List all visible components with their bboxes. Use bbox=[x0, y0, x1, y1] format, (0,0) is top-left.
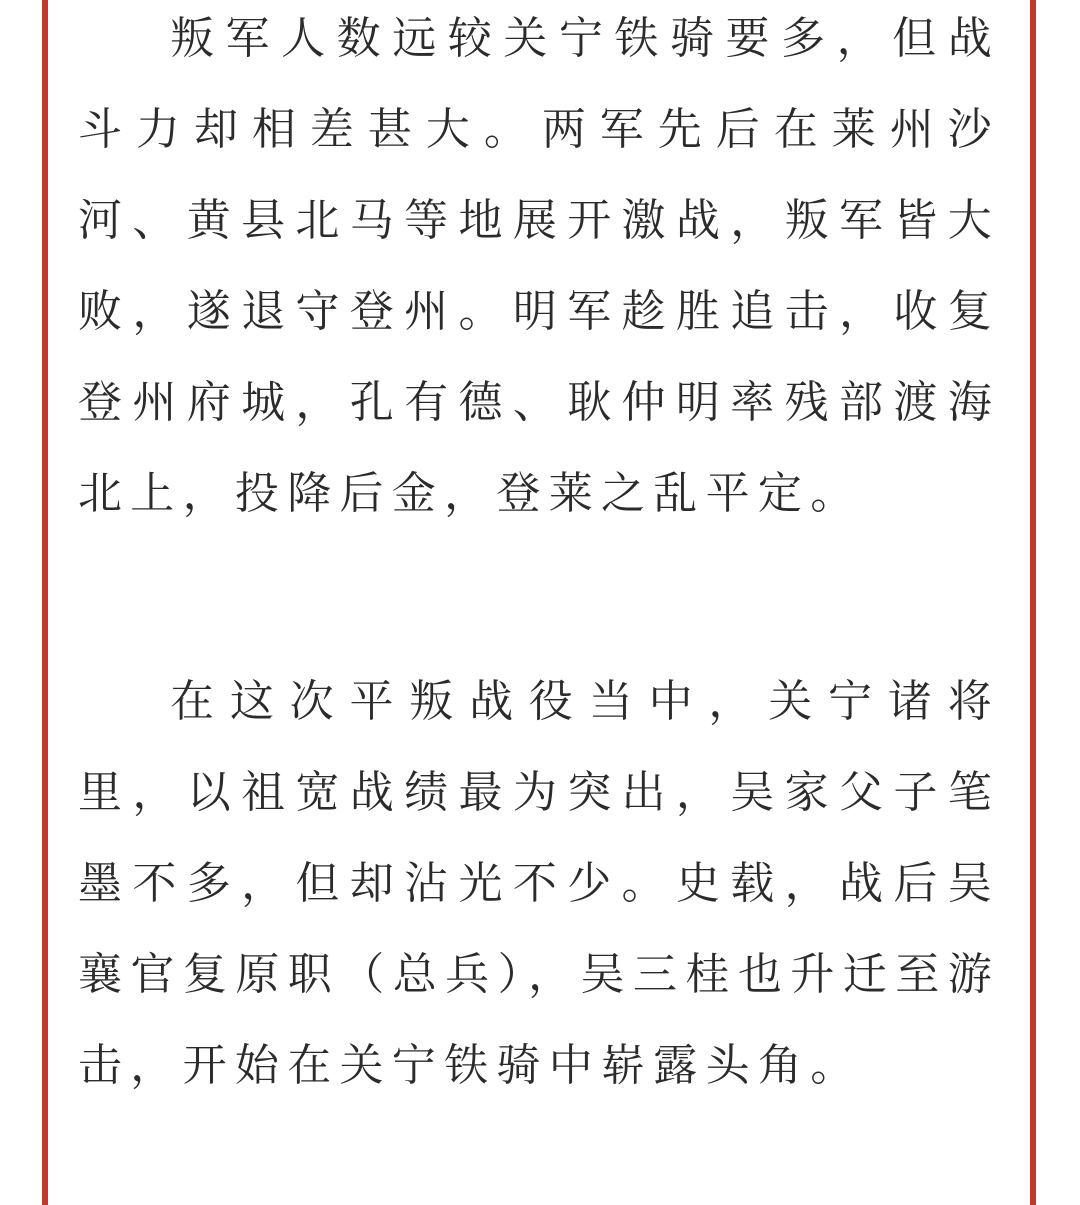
left-frame-line bbox=[42, 0, 48, 1205]
article-paragraph-2: 在这次平叛战役当中，关宁诸将里，以祖宽战绩最为突出，吴家父子笔墨不多，但却沾光不少。史载，战后吴襄官复原职（总兵），吴三桂也升迁至游击，开始在关宁铁骑中崭露头角。 bbox=[78, 676, 1000, 1091]
article-body bbox=[78, 0, 1000, 1111]
article-paragraph-1: 叛军人数远较关宁铁骑要多，但战斗力却相差甚大。两军先后在莱州沙河、黄县北马等地展开激战，叛军皆大败，遂退守登州。明军趁胜追击，收复登州府城，孔有德、耿仲明率残部渡海北上，投降后金，登莱之乱平定。 bbox=[78, 13, 1000, 519]
right-frame-line bbox=[1030, 0, 1036, 1205]
